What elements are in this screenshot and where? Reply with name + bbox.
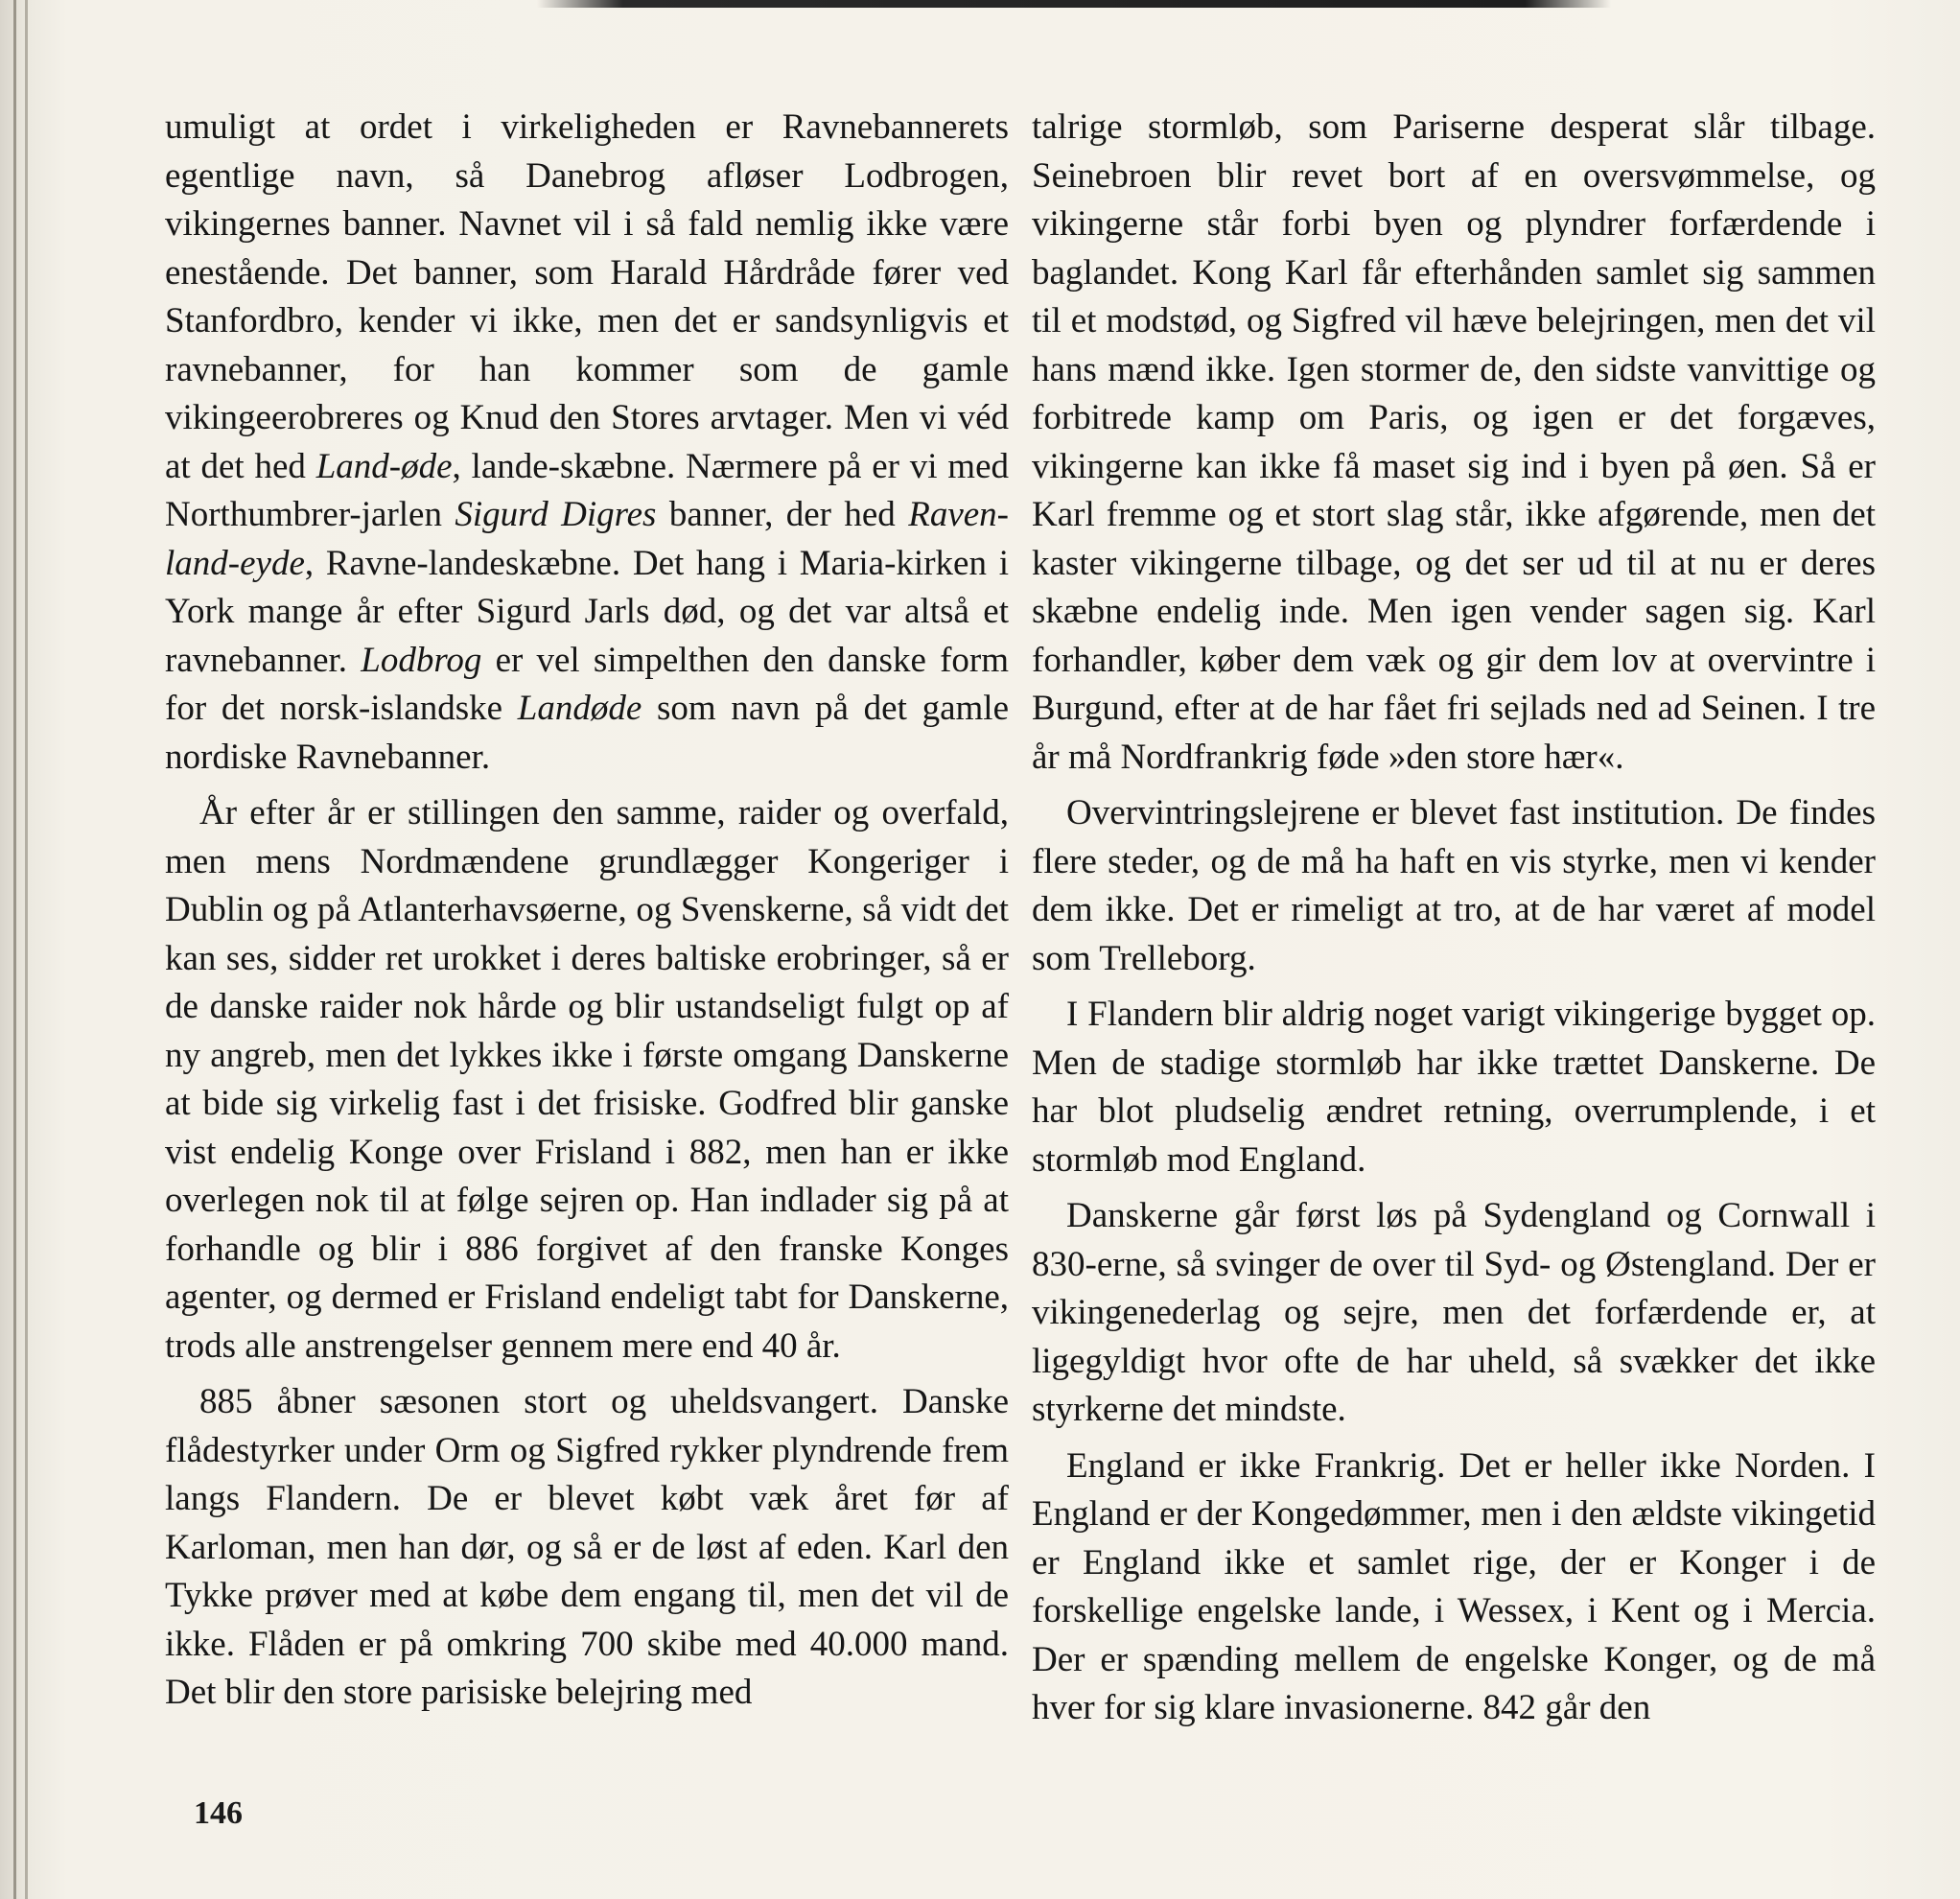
book-spine-line [13,0,16,1899]
text-run: Overvintringslejrene er blevet fast institution. De findes flere steder, og de må ha haft en vis styrke, men vi kender dem ikke. Det er rimeligt at tro, at de har været af model som Trelleborg. [1032,793,1876,978]
text-run: , lande-skæbne. Nærmere på er vi med Northumbrer-jarlen [165,446,1009,534]
italic-term: Land-øde [315,446,453,486]
italic-term: Lodbrog [361,640,482,680]
book-spine-line [25,0,28,1899]
text-run: banner, der hed [656,495,909,534]
paragraph [165,1378,1009,1718]
text-run: som navn på det gamle nordiske Ravnebanner. [165,689,1009,777]
italic-term: Landøde [517,689,642,728]
italic-term: Raven-land-eyde [165,495,1009,583]
paragraph [1032,789,1876,983]
facing-page-edge [537,0,1611,8]
text-run: 885 åbner sæsonen stort og uheldsvangert. Danske flådestyrker under Orm og Sigfred rykker plyndrende frem langs Flandern. De er blevet købt væk året før af Karloman, men han dør, og så er de løst af eden. Karl den Tykke prøver med at købe dem engang til, men det vil de ikke. Flåden er på omkring 700 skibe med 40.000 mand. Det blir den store parisiske belejring med [165,1382,1009,1712]
paragraph [1032,1192,1876,1435]
text-run: I Flandern blir aldrig noget varigt vikingerige bygget op. Men de stadige stormløb har ikke trættet Danskerne. De har blot pludselig ændret retning, overrumplende, i et stormløb mod England. [1032,995,1876,1180]
left-text-column [165,104,1009,1725]
text-run: umuligt at ordet i virkeligheden er Ravnebannerets egentlige navn, så Danebrog afløser Lodbrogen, vikingernes banner. Navnet vil i så fald nemlig ikke være enestående. Det banner, som Harald Hårdråde fører ved Stanfordbro, kender vi ikke, men det er sandsynligvis et ravnebanner, for han kommer som de gamle vikingeerobreres og Knud den Stores arvtager. Men vi véd at det hed [165,107,1009,486]
paragraph [165,789,1009,1371]
text-run: Danskerne går først løs på Sydengland og Cornwall i 830-erne, så svinger de over til Syd- og Østengland. Der er vikingenederlag og sejre, men det forfærdende er, at ligegyldigt hvor ofte de har uheld, så svækker det ikke styrkerne det mindste. [1032,1196,1876,1429]
paragraph [165,104,1009,782]
text-run: År efter år er stillingen den samme, raider og overfald, men mens Nordmændene grundlægger Kongeriger i Dublin og på Atlanterhavsøerne, og Svenskerne, så vidt det kan ses, sidder ret urokket i deres baltiske erobringer, så er de danske raider nok hårde og blir ustandseligt fulgt op af ny angreb, men det lykkes ikke i første omgang Danskerne at bide sig virkelig fast i det frisiske. Godfred blir ganske vist endelig Konge over Frisland i 882, men han er ikke overlegen nok til at følge sejren op. Han indlader sig på at forhandle og blir i 886 forgivet af den franske Konges agenter, og dermed er Frisland endeligt tabt for Danskerne, trods alle anstrengelser gennem mere end 40 år. [165,793,1009,1366]
text-run: er vel simpelthen den danske form for det norsk-islandske [165,640,1009,728]
text-run: England er ikke Frankrig. Det er heller ikke Norden. I England er der Kongedømmer, men i den ældste vikingetid er England ikke et samlet rige, der er Konger i de forskellige engelske lande, i Wessex, i Kent og i Mercia. Der er spænding mellem de engelske Konger, og de må hver for sig klare invasionerne. 842 går den [1032,1445,1876,1727]
text-run: talrige stormløb, som Pariserne desperat slår tilbage. Seinebroen blir revet bort af en oversvømmelse, og vikingerne står forbi byen og plyndrer forfærdende i baglandet. Kong Karl får efterhånden samlet sig sammen til et modstød, og Sigfred vil hæve belejringen, men det vil hans mænd ikke. Igen stormer de, den sidste vanvittige og forbitrede kamp om Paris, og igen er det forgæves, vikingerne kan ikke få maset sig ind i byen på øen. Så er Karl fremme og et stort slag står, ikke afgørende, men det kaster vikingerne tilbage, og det ser ud til at nu er deres skæbne endelig inde. Men igen vender sagen sig. Karl forhandler, køber dem væk og gir dem lov at overvintre i Burgund, efter at de har fået fri sejlads ned ad Seinen. I tre år må Nordfrankrig føde »den store hær«. [1032,107,1876,777]
italic-term: Sigurd Digres [455,495,657,534]
text-run: , Ravne-landeskæbne. Det hang i Maria-kirken i York mange år efter Sigurd Jarls død, og det var altså et ravnebanner. [165,543,1009,680]
right-text-column [1032,104,1876,1741]
paragraph [1032,991,1876,1184]
paragraph [1032,1442,1876,1733]
paragraph [1032,104,1876,782]
page-number: 146 [194,1795,243,1831]
